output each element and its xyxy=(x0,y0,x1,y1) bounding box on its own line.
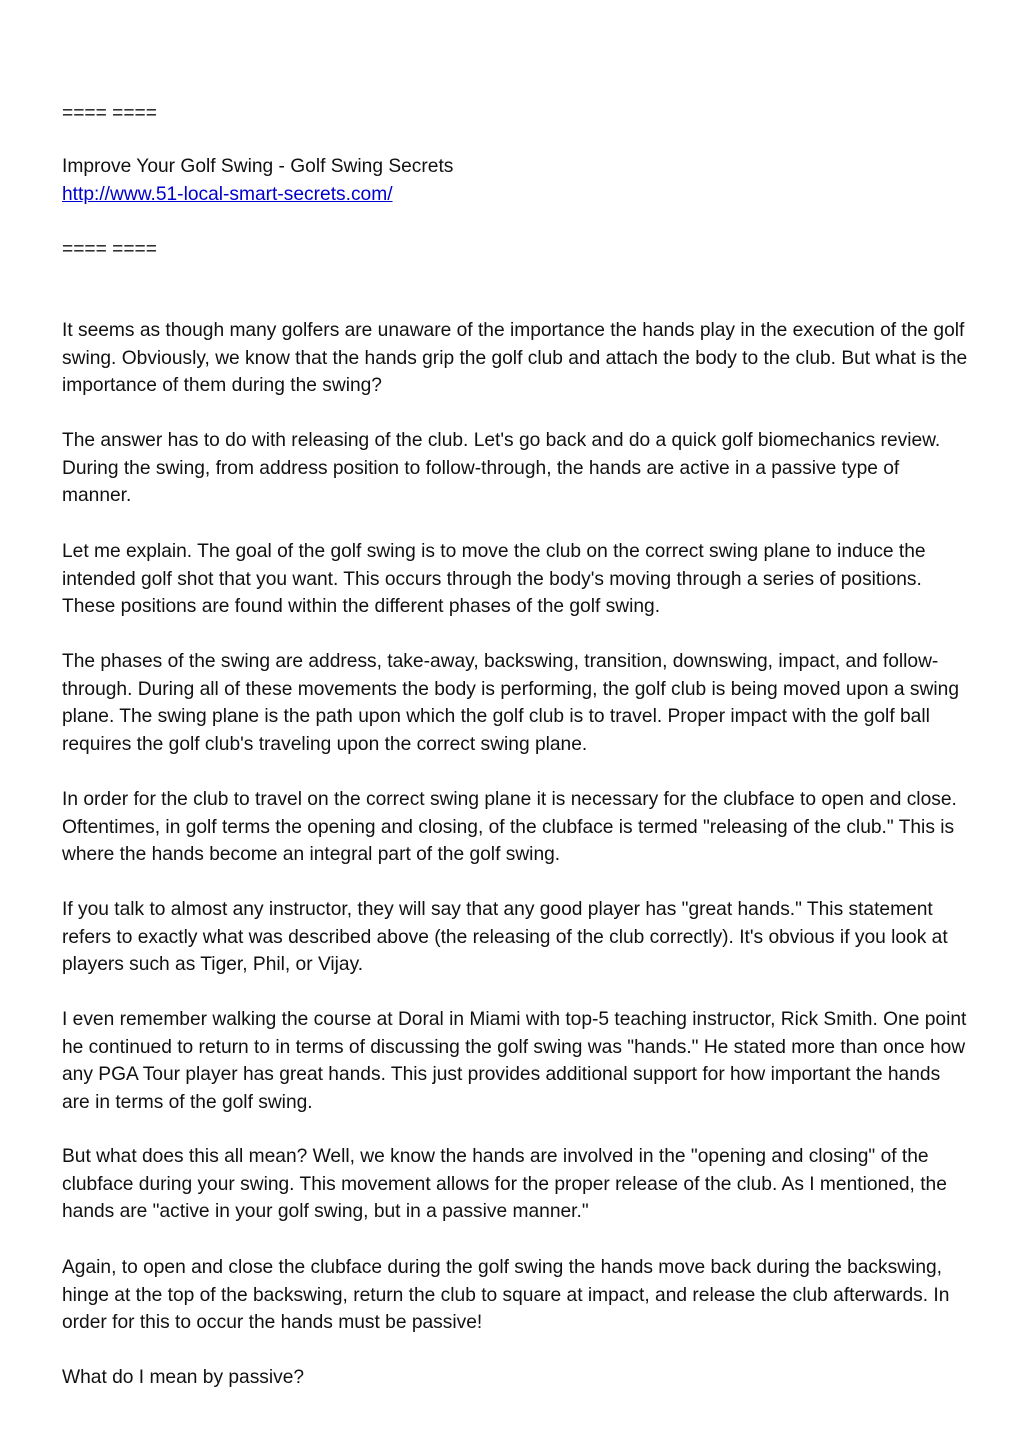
page-title: Improve Your Golf Swing - Golf Swing Secrets xyxy=(62,156,454,177)
paragraph-6: If you talk to almost any instructor, they will say that any good player has "great hands." This statement refers to exactly what was described above (the releasing of the club correctly). It's obvious if you look at players such as Tiger, Phil, or Vijay. xyxy=(62,899,948,976)
separator-bottom: ==== ==== xyxy=(62,239,157,260)
paragraph-2: The answer has to do with releasing of the club. Let's go back and do a quick golf biomechanics review. During the swing, from address position to follow-through, the hands are active in a passive type of manner. xyxy=(62,430,941,507)
paragraph-9: Again, to open and close the clubface during the golf swing the hands move back during the backswing, hinge at the top of the backswing, return the club to square at impact, and release the club afterwards. In order for this to occur the hands must be passive! xyxy=(62,1257,950,1334)
paragraph-10: What do I mean by passive? xyxy=(62,1367,305,1388)
source-link[interactable]: http://www.51-local-smart-secrets.com/ xyxy=(62,184,393,205)
paragraph-1: It seems as though many golfers are unaware of the importance the hands play in the execution of the golf swing. Obviously, we know that the hands grip the golf club and attach the body to the club. But what is the importance of them during the swing? xyxy=(62,320,968,397)
paragraph-5: In order for the club to travel on the correct swing plane it is necessary for the clubface to open and close. Oftentimes, in golf terms the opening and closing, of the clubface is termed "releasing of the club." This is where the hands become an integral part of the golf swing. xyxy=(62,789,957,866)
paragraph-7: I even remember walking the course at Doral in Miami with top-5 teaching instructor, Rick Smith. One point he continued to return to in terms of discussing the golf swing was "hands." He stated more than once how any PGA Tour player has great hands. This just provides additional support for how important the hands are in terms of the golf swing. xyxy=(62,1009,967,1113)
paragraph-3: Let me explain. The goal of the golf swing is to move the club on the correct swing plane to induce the intended golf shot that you want. This occurs through the body's moving through a series of positions. These positions are found within the different phases of the golf swing. xyxy=(62,541,926,618)
paragraph-8: But what does this all mean? Well, we know the hands are involved in the "opening and closing" of the clubface during your swing. This movement allows for the proper release of the club. As I mentioned, the hands are "active in your golf swing, but in a passive manner." xyxy=(62,1146,947,1223)
paragraph-4: The phases of the swing are address, take-away, backswing, transition, downswing, impact, and follow-through. During all of these movements the body is performing, the golf club is being moved upon a swing plane. The swing plane is the path upon which the golf club is to travel. Proper impact with the golf ball requires the golf club's traveling upon the correct swing plane. xyxy=(62,651,959,755)
separator-top: ==== ==== xyxy=(62,103,157,124)
